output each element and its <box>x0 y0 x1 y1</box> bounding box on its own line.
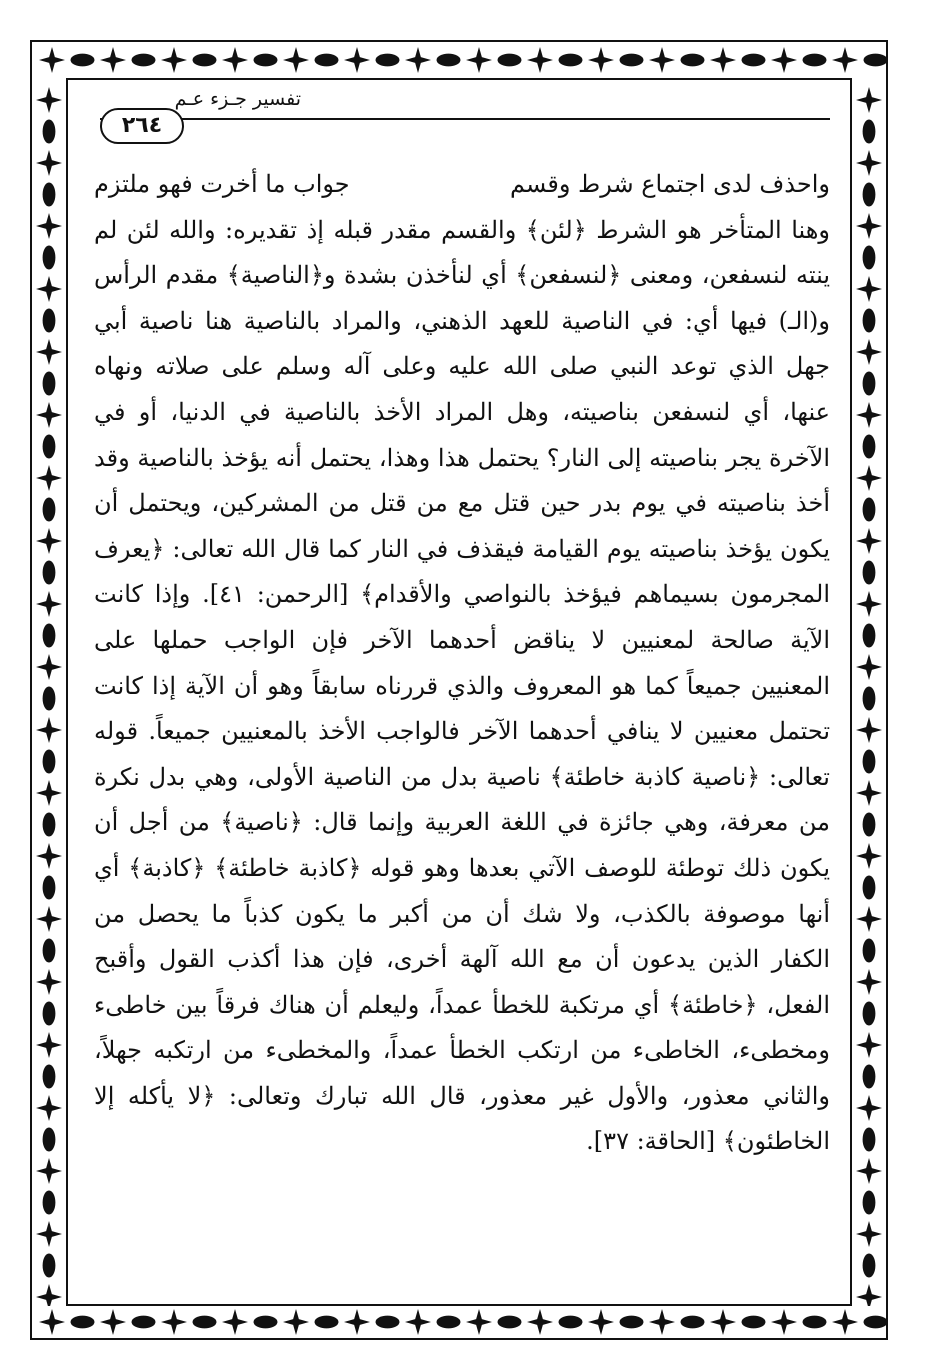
leaf-ornament-icon <box>43 750 56 774</box>
leaf-ornament-icon <box>43 309 56 333</box>
star-ornament-icon <box>856 213 882 239</box>
leaf-ornament-icon <box>193 54 217 67</box>
star-ornament-icon <box>283 47 309 73</box>
star-ornament-icon <box>405 47 431 73</box>
star-ornament-icon <box>36 1095 62 1121</box>
star-ornament-icon <box>405 1309 431 1335</box>
verse-second-hemistich: جواب ما أخرت فهو ملتزم <box>94 170 350 198</box>
leaf-ornament-icon <box>559 1316 583 1329</box>
star-ornament-icon <box>39 1309 65 1335</box>
leaf-ornament-icon <box>863 498 876 522</box>
leaf-ornament-icon <box>681 1316 705 1329</box>
leaf-ornament-icon <box>43 183 56 207</box>
leaf-ornament-icon <box>43 687 56 711</box>
leaf-ornament-icon <box>863 624 876 648</box>
star-ornament-icon <box>832 47 858 73</box>
star-ornament-icon <box>100 47 126 73</box>
leaf-ornament-icon <box>863 1128 876 1152</box>
leaf-ornament-icon <box>864 1316 887 1329</box>
leaf-ornament-icon <box>43 246 56 270</box>
leaf-ornament-icon <box>254 54 278 67</box>
leaf-ornament-icon <box>43 120 56 144</box>
leaf-ornament-icon <box>863 246 876 270</box>
star-ornament-icon <box>856 402 882 428</box>
star-ornament-icon <box>856 1158 882 1184</box>
star-ornament-icon <box>856 1032 882 1058</box>
star-ornament-icon <box>36 780 62 806</box>
star-ornament-icon <box>856 1221 882 1247</box>
star-ornament-icon <box>36 843 62 869</box>
star-ornament-icon <box>466 1309 492 1335</box>
verse-first-hemistich: واحذف لدى اجتماع شرط وقسم <box>509 170 830 198</box>
leaf-ornament-icon <box>43 561 56 585</box>
bottom-ornament-band <box>32 1304 886 1340</box>
star-ornament-icon <box>161 1309 187 1335</box>
leaf-ornament-icon <box>43 813 56 837</box>
star-ornament-icon <box>36 87 62 113</box>
star-ornament-icon <box>856 843 882 869</box>
leaf-ornament-icon <box>803 1316 827 1329</box>
star-ornament-icon <box>856 528 882 554</box>
leaf-ornament-icon <box>498 54 522 67</box>
leaf-ornament-icon <box>620 54 644 67</box>
leaf-ornament-icon <box>43 876 56 900</box>
leaf-ornament-icon <box>681 54 705 67</box>
leaf-ornament-icon <box>742 1316 766 1329</box>
leaf-ornament-icon <box>620 1316 644 1329</box>
star-ornament-icon <box>36 969 62 995</box>
page-body <box>94 162 830 1165</box>
leaf-ornament-icon <box>742 54 766 67</box>
leaf-ornament-icon <box>43 498 56 522</box>
leaf-ornament-icon <box>863 687 876 711</box>
leaf-ornament-icon <box>863 1254 876 1278</box>
leaf-ornament-icon <box>498 1316 522 1329</box>
page-number: ٢٦٤ <box>100 108 184 144</box>
leaf-ornament-icon <box>43 939 56 963</box>
header-rule <box>100 118 830 120</box>
leaf-ornament-icon <box>43 1002 56 1026</box>
leaf-ornament-icon <box>71 54 95 67</box>
star-ornament-icon <box>36 717 62 743</box>
leaf-ornament-icon <box>132 54 156 67</box>
star-ornament-icon <box>36 654 62 680</box>
leaf-ornament-icon <box>863 1065 876 1089</box>
leaf-ornament-icon <box>132 1316 156 1329</box>
star-ornament-icon <box>710 47 736 73</box>
star-ornament-icon <box>344 1309 370 1335</box>
star-ornament-icon <box>39 47 65 73</box>
leaf-ornament-icon <box>863 813 876 837</box>
star-ornament-icon <box>161 47 187 73</box>
leaf-ornament-icon <box>437 54 461 67</box>
leaf-ornament-icon <box>863 309 876 333</box>
star-ornament-icon <box>856 906 882 932</box>
star-ornament-icon <box>36 465 62 491</box>
leaf-ornament-icon <box>254 1316 278 1329</box>
star-ornament-icon <box>36 1284 62 1306</box>
leaf-ornament-icon <box>315 54 339 67</box>
star-ornament-icon <box>222 47 248 73</box>
body-paragraph: وهنا المتأخر هو الشرط ﴿لئن﴾ والقسم مقدر قبله إذ تقديره: والله لئن لم ينته لنسفعن، ومعنى ﴿لنسفعن﴾ أي لنأخذن بشدة و﴿الناصية﴾ مقدم الرأس و(الـ) فيها أي: في الناصية للعهد الذهني، والمراد بالناصية هنا ناصية أبي جهل الذي توعد النبي صلى الله عليه وعلى آله وسلم على صلاته ونهاه عنها، أي لنسفعن بناصيته، وهل المراد الأخذ بالناصية في الدنيا، أو في الآخرة يجر بناصيته إلى النار؟ يحتمل هذا وهذا، يحتمل أنه يؤخذ بالناصية وقد أخذ بناصيته في يوم بدر حين قتل مع من قتل من المشركين، ويحتمل أن يكون يؤخذ بناصيته يوم القيامة فيقذف في النار كما قال الله تعالى: ﴿يعرف المجرمون بسيماهم فيؤخذ بالنواصي والأقدام﴾ [الرحمن: ٤١]. وإذا كانت الآية صالحة لمعنيين لا يناقض أحدهما الآخر فإن الواجب حملها على المعنيين جميعاً كما هو المعروف والذي قررناه سابقاً وهو أن الآية إذا كانت تحتمل معنيين لا ينافي أحدهما الآخر فالواجب الأخذ بالمعنيين جميعاً. قوله تعالى: ﴿ناصية كاذبة خاطئة﴾ ناصية بدل من الناصية الأولى، وهي بدل نكرة من معرفة، وهي جائزة في اللغة العربية وإنما قال: ﴿ناصية﴾ من أجل أن يكون ذلك توطئة للوصف الآتي بعدها وهو قوله ﴿كاذبة خاطئة﴾ ﴿كاذبة﴾ أي أنها موصوفة بالكذب، ولا شك أن من أكبر ما يكون كذباً ما يحصل من الكفار الذين يدعون أن مع الله آلهة أخرى، فإن هذا أكذب القول وأقبح الفعل، ﴿خاطئة﴾ أي مرتكبة للخطأ عمداً، وليعلم أن هناك فرقاً بين خاطىء ومخطىء، الخاطىء من ارتكب الخطأ عمداً، والمخطىء من ارتكبه جهلاً، والثاني معذور، والأول غير معذور، قال الله تبارك وتعالى: ﴿لا يأكله إلا الخاطئون﴾ [الحاقة: ٣٧]. <box>94 215 831 1156</box>
star-ornament-icon <box>856 276 882 302</box>
top-ornament-band <box>32 42 886 78</box>
left-ornament-band <box>32 78 66 1306</box>
star-ornament-icon <box>588 47 614 73</box>
star-ornament-icon <box>771 1309 797 1335</box>
leaf-ornament-icon <box>43 435 56 459</box>
star-ornament-icon <box>856 780 882 806</box>
leaf-ornament-icon <box>43 1128 56 1152</box>
star-ornament-icon <box>856 969 882 995</box>
leaf-ornament-icon <box>43 372 56 396</box>
star-ornament-icon <box>771 47 797 73</box>
poem-verse <box>94 162 830 208</box>
leaf-ornament-icon <box>193 1316 217 1329</box>
star-ornament-icon <box>36 906 62 932</box>
star-ornament-icon <box>36 276 62 302</box>
leaf-ornament-icon <box>863 435 876 459</box>
star-ornament-icon <box>856 1284 882 1306</box>
star-ornament-icon <box>710 1309 736 1335</box>
leaf-ornament-icon <box>863 372 876 396</box>
star-ornament-icon <box>100 1309 126 1335</box>
star-ornament-icon <box>283 1309 309 1335</box>
star-ornament-icon <box>527 47 553 73</box>
leaf-ornament-icon <box>43 624 56 648</box>
leaf-ornament-icon <box>376 54 400 67</box>
star-ornament-icon <box>222 1309 248 1335</box>
right-ornament-band <box>852 78 886 1306</box>
star-ornament-icon <box>588 1309 614 1335</box>
leaf-ornament-icon <box>559 54 583 67</box>
star-ornament-icon <box>36 213 62 239</box>
running-head: تفسير جـزء عـم <box>174 88 301 110</box>
leaf-ornament-icon <box>43 1191 56 1215</box>
star-ornament-icon <box>527 1309 553 1335</box>
star-ornament-icon <box>856 654 882 680</box>
star-ornament-icon <box>36 402 62 428</box>
star-ornament-icon <box>36 1221 62 1247</box>
star-ornament-icon <box>36 1158 62 1184</box>
star-ornament-icon <box>36 1032 62 1058</box>
leaf-ornament-icon <box>863 876 876 900</box>
star-ornament-icon <box>856 465 882 491</box>
leaf-ornament-icon <box>864 54 887 67</box>
leaf-ornament-icon <box>863 183 876 207</box>
star-ornament-icon <box>832 1309 858 1335</box>
leaf-ornament-icon <box>863 120 876 144</box>
leaf-ornament-icon <box>863 561 876 585</box>
leaf-ornament-icon <box>43 1065 56 1089</box>
leaf-ornament-icon <box>863 1191 876 1215</box>
star-ornament-icon <box>856 591 882 617</box>
leaf-ornament-icon <box>803 54 827 67</box>
star-ornament-icon <box>466 47 492 73</box>
leaf-ornament-icon <box>863 939 876 963</box>
star-ornament-icon <box>36 339 62 365</box>
star-ornament-icon <box>649 1309 675 1335</box>
leaf-ornament-icon <box>863 1002 876 1026</box>
star-ornament-icon <box>856 717 882 743</box>
star-ornament-icon <box>856 87 882 113</box>
leaf-ornament-icon <box>71 1316 95 1329</box>
leaf-ornament-icon <box>437 1316 461 1329</box>
star-ornament-icon <box>856 339 882 365</box>
leaf-ornament-icon <box>43 1254 56 1278</box>
star-ornament-icon <box>649 47 675 73</box>
leaf-ornament-icon <box>863 750 876 774</box>
leaf-ornament-icon <box>376 1316 400 1329</box>
leaf-ornament-icon <box>315 1316 339 1329</box>
star-ornament-icon <box>36 528 62 554</box>
star-ornament-icon <box>36 591 62 617</box>
star-ornament-icon <box>344 47 370 73</box>
star-ornament-icon <box>36 150 62 176</box>
star-ornament-icon <box>856 150 882 176</box>
star-ornament-icon <box>856 1095 882 1121</box>
